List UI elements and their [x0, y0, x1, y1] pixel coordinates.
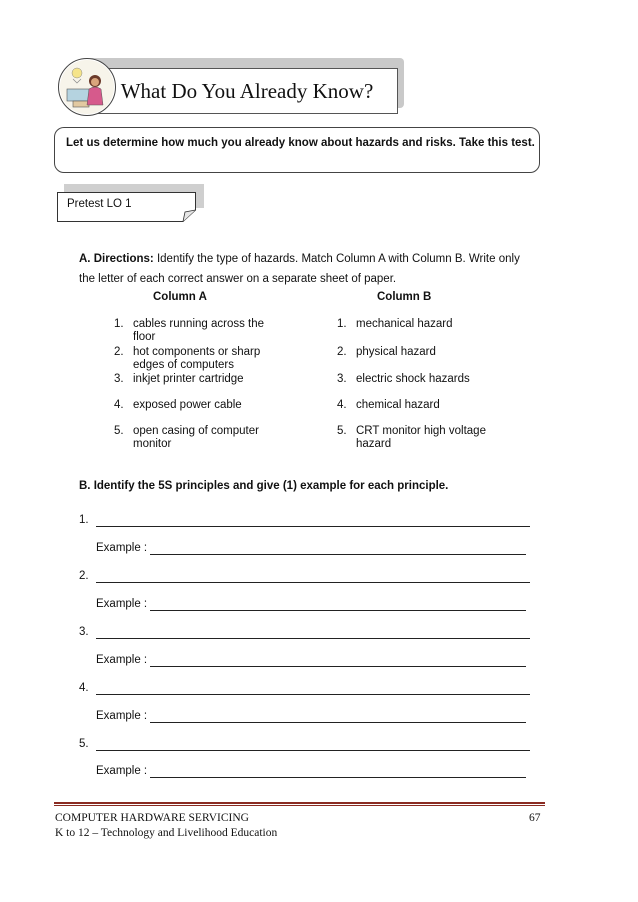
example-blank[interactable]: [150, 655, 526, 667]
example-label: Example :: [96, 710, 148, 722]
column-a-header: Column A: [153, 291, 207, 303]
answer-row: 2.: [79, 570, 89, 582]
answer-blank[interactable]: [96, 683, 530, 695]
answer-blank[interactable]: [96, 515, 530, 527]
directions: [79, 249, 534, 289]
column-b-item: 4. chemical hazard: [337, 399, 440, 411]
answer-row: 1.: [79, 514, 89, 526]
column-a-item: 1. cables running across the floor: [114, 318, 265, 343]
intro-text: Let us determine how much you already know about hazards and risks. Take this test.: [66, 137, 535, 149]
answer-row: 5.: [79, 738, 89, 750]
column-a-item: 2. hot components or sharp edges of computers: [114, 346, 261, 371]
example-label: Example :: [96, 542, 148, 554]
example-label: Example :: [96, 654, 148, 666]
example-blank[interactable]: [150, 766, 526, 778]
example-blank[interactable]: [150, 543, 526, 555]
column-b-item: 5. CRT monitor high voltage hazard: [337, 425, 486, 450]
student-illustration-icon: [58, 58, 116, 116]
answer-blank[interactable]: [96, 739, 530, 751]
page-number: 67: [529, 812, 541, 824]
page-title: What Do You Already Know?: [120, 78, 374, 103]
directions-label: A. Directions:: [79, 253, 154, 265]
column-b-item: 1. mechanical hazard: [337, 318, 453, 330]
answer-row: 4.: [79, 682, 89, 694]
directions-text: Identify the type of hazards. Match Column A with Column B. Write only the letter of each correct answer on a separate sheet of paper.: [79, 253, 520, 285]
title-banner: [96, 68, 398, 114]
example-label: Example :: [96, 765, 148, 777]
column-a-item: 5. open casing of computer monitor: [114, 425, 259, 450]
footer-rule-thin: [54, 805, 545, 806]
pretest-label: Pretest LO 1: [67, 198, 132, 210]
answer-blank[interactable]: [96, 571, 530, 583]
example-blank[interactable]: [150, 711, 526, 723]
column-b-header: Column B: [377, 291, 432, 303]
footer-rule: [54, 802, 545, 804]
column-b-item: 3. electric shock hazards: [337, 373, 470, 385]
column-a-item: 4. exposed power cable: [114, 399, 242, 411]
footer-course: COMPUTER HARDWARE SERVICING: [55, 812, 249, 824]
example-label: Example :: [96, 598, 148, 610]
column-a-item: 3. inkjet printer cartridge: [114, 373, 244, 385]
section-b-heading: B. Identify the 5S principles and give (1) example for each principle.: [79, 480, 449, 492]
answer-blank[interactable]: [96, 627, 530, 639]
example-blank[interactable]: [150, 599, 526, 611]
footer-program: K to 12 – Technology and Livelihood Education: [55, 827, 278, 839]
answer-row: 3.: [79, 626, 89, 638]
column-b-item: 2. physical hazard: [337, 346, 436, 358]
